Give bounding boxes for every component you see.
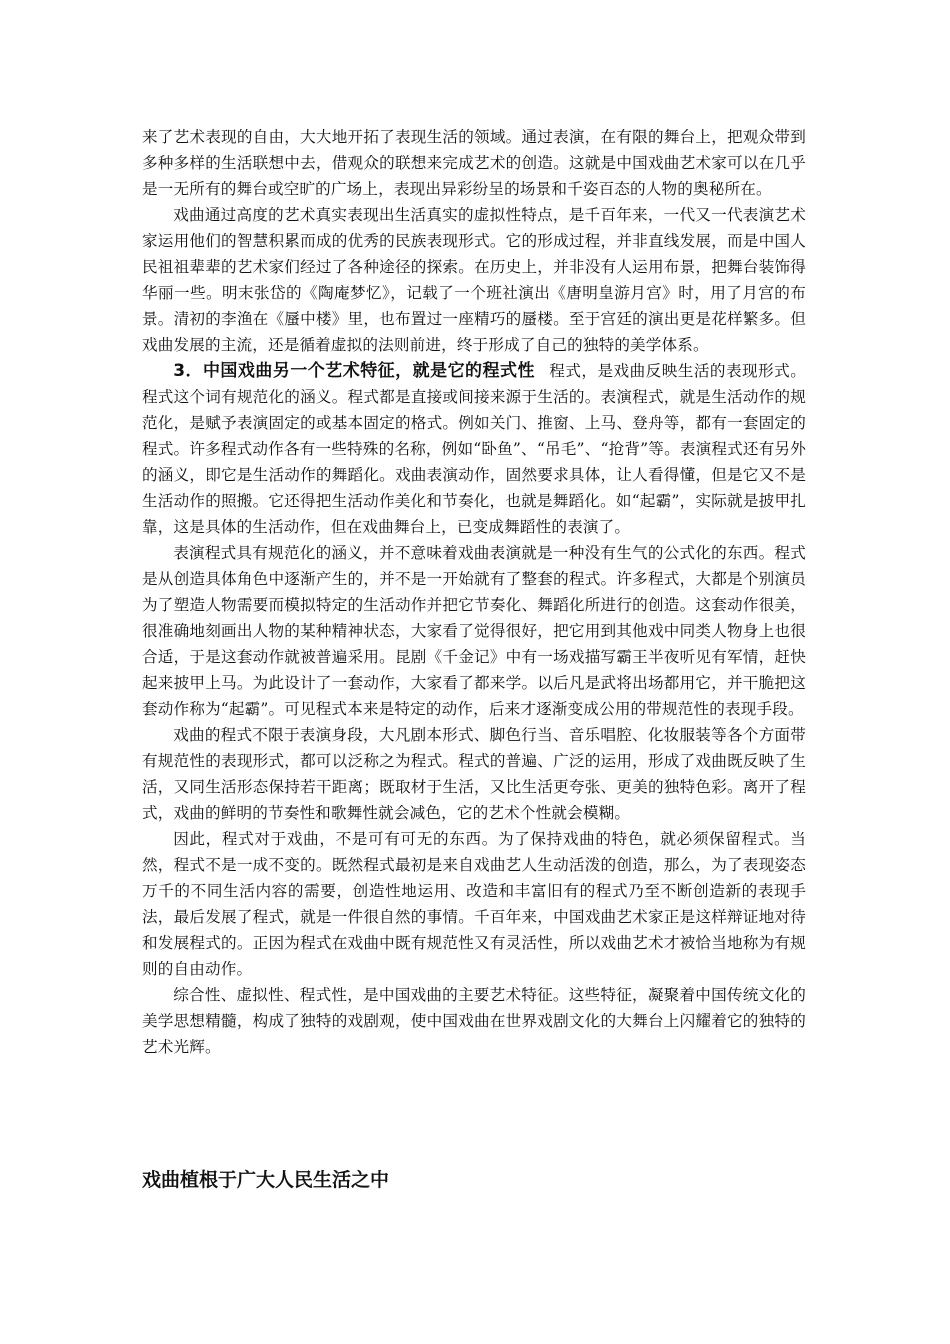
paragraph-continued: 来了艺术表现的自由，大大地开拓了表现生活的领域。通过表演，在有限的舞台上，把观众带到多种多样的生活联想中去，借观众的联想来完成艺术的创造。这就是中国戏曲艺术家可以在几乎是一无所有的舞台或空旷的广场上，表现出异彩纷呈的场景和千姿百态的人物的奥秘所在。 (142, 128, 806, 198)
section-3-body: 程式，是戏曲反映生活的表现形式。程式这个词有规范化的涵义。程式都是直接或间接来源于生活的。表演程式，就是生活动作的规范化，是赋予表演固定的或基本固定的格式。例如关门、推窗、上马、登舟等，都有一套固定的程式。许多程式动作各有一些特殊的名称，例如“卧鱼”、“吊毛”、“抢背”等。表演程式还有另外的涵义，即它是生活动作的舞蹈化。戏曲表演动作，固然要求具体，让人看得懂，但是它又不是生活动作的照搬。它还得把生活动作美化和节奏化，也就是舞蹈化。如“起霸”，实际就是披甲扎靠，这是具体的生活动作，但在戏曲舞台上，已变成舞蹈性的表演了。 (142, 362, 806, 536)
section-3-heading: 3．中国戏曲另一个艺术特征，就是它的程式性 (173, 361, 535, 381)
paragraph-virtuality: 戏曲通过高度的艺术真实表现出生活真实的虚拟性特点，是千百年来，一代又一代表演艺术家运用他们的智慧积累而成的优秀的民族表现形式。它的形成过程，并非直线发展，而是中国人民祖祖辈辈的艺术家们经过了各种途径的探索。在历史上，并非没有人运用布景，把舞台装饰得华丽一些。明末张岱的《陶庵梦忆》，记载了一个班社演出《唐明皇游月宫》时，用了月宫的布景。清初的李渔在《蜃中楼》里，也布置过一座精巧的蜃楼。至于宫廷的演出更是花样繁多。但戏曲发展的主流，还是循着虚拟的法则前进，终于形成了自己的独特的美学体系。 (142, 206, 806, 354)
paragraph-summary: 综合性、虚拟性、程式性，是中国戏曲的主要艺术特征。这些特征，凝聚着中国传统文化的美学思想精髓，构成了独特的戏剧观，使中国戏曲在世界戏剧文化的大舞台上闪耀着它的独特的艺术光辉。 (142, 986, 806, 1056)
paragraph-evolution: 因此，程式对于戏曲，不是可有可无的东西。为了保持戏曲的特色，就必须保留程式。当然，程式不是一成不变的。既然程式最初是来自戏曲艺人生动活泼的创造，那么，为了表现姿态万千的不同生活内容的需要，创造性地运用、改造和丰富旧有的程式乃至不断创造新的表现手法，最后发展了程式，就是一件很自然的事情。千百年来，中国戏曲艺术家正是这样辩证地对待和发展程式的。正因为程式在戏曲中既有规范性又有灵活性，所以戏曲艺术才被恰当地称为有规则的自由动作。 (142, 830, 806, 978)
next-section-heading: 戏曲植根于广大人民生活之中 (142, 1169, 390, 1191)
document-body (142, 124, 806, 1060)
paragraph-norms: 表演程式具有规范化的涵义，并不意味着戏曲表演就是一种没有生气的公式化的东西。程式是从创造具体角色中逐渐产生的，并不是一开始就有了整套的程式。许多程式，大都是个别演员为了塑造人物需要而模拟特定的生活动作并把它节奏化、舞蹈化所进行的创造。这套动作很美，很准确地刻画出人物的某种精神状态，大家看了觉得很好，把它用到其他戏中同类人物身上也很合适，于是这套动作就被普遍采用。昆剧《千金记》中有一场戏描写霸王半夜听见有军情，赶快起来披甲上马。为此设计了一套动作，大家看了都来学。以后凡是武将出场都用它，并干脆把这套动作称为“起霸”。可见程式本来是特定的动作，后来才逐渐变成公用的带规范性的表现手段。 (142, 544, 806, 718)
paragraph-scope: 戏曲的程式不限于表演身段，大凡剧本形式、脚色行当、音乐唱腔、化妆服装等各个方面带有规范性的表现形式，都可以泛称之为程式。程式的普遍、广泛的运用，形成了戏曲既反映了生活，又同生活形态保持若干距离；既取材于生活，又比生活更夸张、更美的独特色彩。离开了程式，戏曲的鲜明的节奏性和歌舞性就会减色，它的艺术个性就会模糊。 (142, 726, 806, 822)
section-3-paragraph (142, 358, 806, 540)
